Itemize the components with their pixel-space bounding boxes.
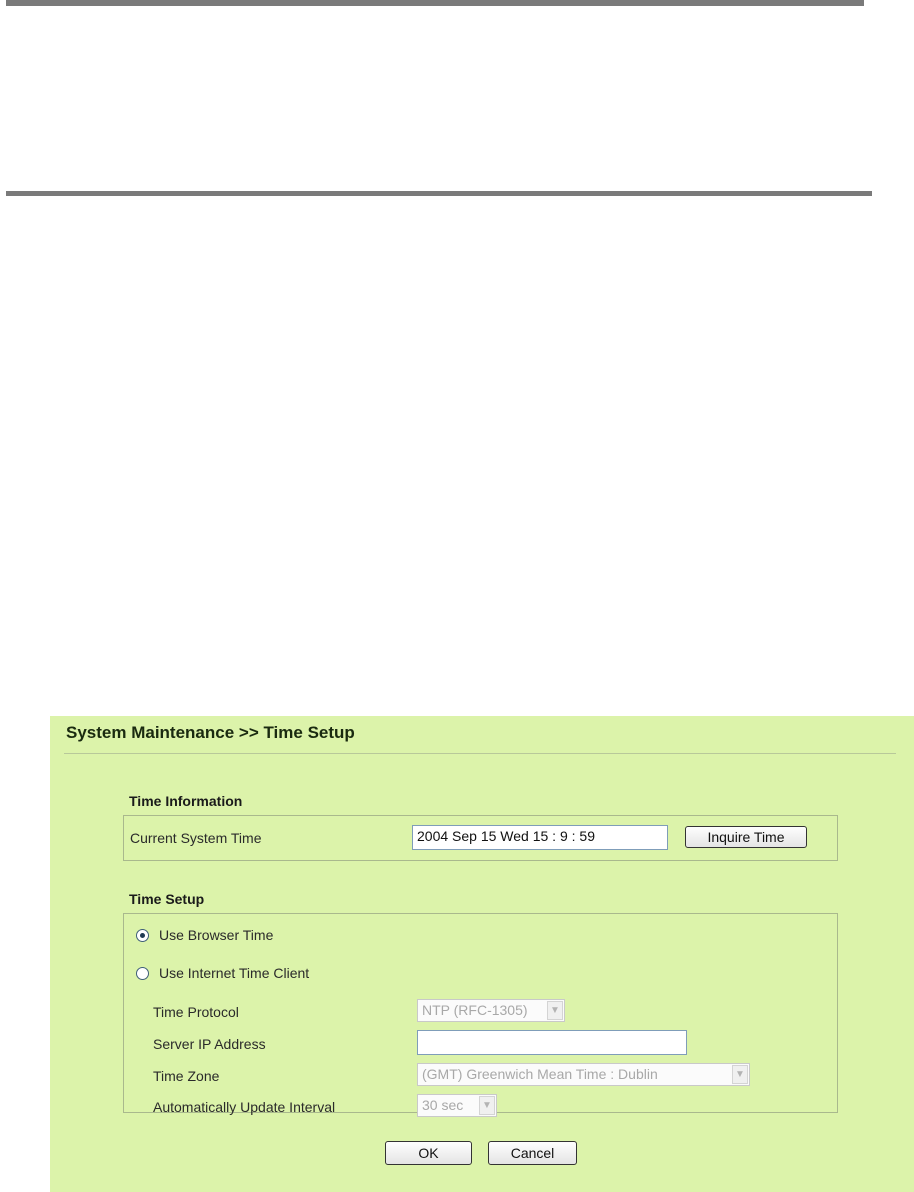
middle-divider: [6, 191, 872, 196]
page-title: System Maintenance >> Time Setup: [66, 723, 355, 742]
chevron-down-icon: ▼: [732, 1065, 748, 1084]
inquire-time-button[interactable]: Inquire Time: [685, 826, 807, 848]
chevron-down-icon: ▼: [479, 1096, 495, 1115]
time-setup-panel: [50, 716, 914, 1192]
time-setup-heading: Time Setup: [129, 891, 205, 907]
time-protocol-label: Time Protocol: [153, 1004, 239, 1020]
current-system-time-label: Current System Time: [130, 830, 262, 846]
time-zone-value: (GMT) Greenwich Mean Time : Dublin: [422, 1066, 658, 1082]
use-browser-time-radio[interactable]: [136, 929, 149, 942]
title-divider: [64, 753, 896, 754]
update-interval-select[interactable]: [417, 1094, 497, 1117]
ok-button[interactable]: OK: [385, 1141, 472, 1165]
time-zone-select[interactable]: [417, 1063, 750, 1086]
time-information-heading: Time Information: [129, 793, 243, 809]
chevron-down-icon: ▼: [547, 1001, 563, 1020]
time-protocol-value: NTP (RFC-1305): [422, 1002, 528, 1018]
use-internet-time-label: Use Internet Time Client: [159, 965, 310, 981]
update-interval-value: 30 sec: [422, 1097, 464, 1113]
time-information-box: [123, 815, 838, 861]
current-system-time-field[interactable]: 2004 Sep 15 Wed 15 : 9 : 59: [412, 825, 668, 850]
use-internet-time-radio[interactable]: [136, 967, 149, 980]
use-browser-time-label: Use Browser Time: [159, 927, 274, 943]
time-setup-box: [123, 913, 838, 1113]
top-divider: [6, 0, 864, 6]
time-protocol-select[interactable]: [417, 999, 565, 1022]
time-zone-label: Time Zone: [153, 1068, 220, 1084]
cancel-button[interactable]: Cancel: [488, 1141, 577, 1165]
update-interval-label: Automatically Update Interval: [153, 1099, 336, 1115]
server-ip-address-label: Server IP Address: [153, 1036, 266, 1052]
server-ip-address-field[interactable]: [417, 1030, 687, 1055]
